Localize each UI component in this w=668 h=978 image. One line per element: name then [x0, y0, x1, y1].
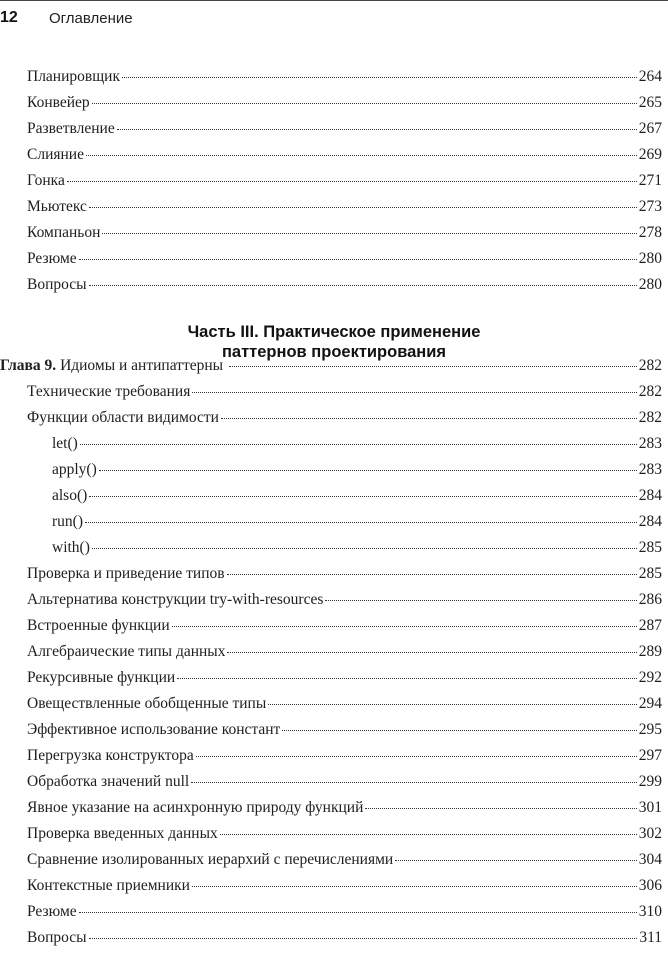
leader-dots — [395, 859, 637, 861]
toc-entry[interactable]: Овеществленные обобщенные типы 294 — [27, 695, 662, 712]
leader-dots — [89, 937, 638, 939]
leader-dots — [220, 833, 637, 835]
leader-dots — [79, 258, 637, 260]
leader-dots — [89, 495, 636, 497]
leader-dots — [177, 677, 637, 679]
page-number: 12 — [0, 9, 18, 26]
leader-dots — [325, 599, 636, 601]
toc-entry[interactable]: Мьютекс 273 — [27, 198, 662, 215]
toc-entry[interactable]: Эффективное использование констант 295 — [27, 721, 662, 738]
toc-entry[interactable]: Встроенные функции 287 — [27, 617, 662, 634]
toc-entry[interactable]: Альтернатива конструкции try-with-resources 286 — [27, 591, 662, 608]
leader-dots — [99, 469, 637, 471]
toc-entry[interactable]: Конвейер 265 — [27, 94, 662, 111]
running-title: Оглавление — [49, 10, 133, 27]
leader-dots — [102, 232, 636, 234]
toc-entry[interactable]: Слияние 269 — [27, 146, 662, 163]
leader-dots — [282, 729, 636, 731]
leader-dots — [221, 417, 637, 419]
toc-entry[interactable]: Контекстные приемники 306 — [27, 877, 662, 894]
toc-entry[interactable]: Технические требования 282 — [27, 383, 662, 400]
leader-dots — [192, 391, 636, 393]
leader-dots — [92, 102, 637, 104]
toc-subentry[interactable]: run() 284 — [52, 513, 662, 530]
toc-entry[interactable]: Гонка 271 — [27, 172, 662, 189]
toc-entry[interactable]: Проверка и приведение типов 285 — [27, 565, 662, 582]
toc-entry[interactable]: Резюме 310 — [27, 903, 662, 920]
part-heading-line-1: Часть III. Практическое применение — [187, 323, 481, 341]
toc-entry[interactable]: Явное указание на асинхронную природу функций 301 — [27, 799, 662, 816]
leader-dots — [92, 547, 637, 549]
leader-dots — [196, 755, 637, 757]
chapter-title: Идиомы и антипаттерны — [56, 357, 227, 374]
toc-entry[interactable]: Планировщик 264 — [27, 68, 662, 85]
leader-dots — [227, 573, 637, 575]
toc-subentry[interactable]: let() 283 — [52, 435, 662, 452]
toc-entry[interactable]: Вопросы 311 — [27, 929, 662, 946]
leader-dots — [191, 781, 637, 783]
leader-dots — [227, 651, 636, 653]
leader-dots — [79, 911, 637, 913]
leader-dots — [192, 885, 637, 887]
leader-dots — [117, 128, 637, 130]
toc-subentry[interactable]: apply() 283 — [52, 461, 662, 478]
leader-dots — [86, 154, 637, 156]
toc-chapter-entry[interactable]: Глава 9. Идиомы и антипаттерны 282 — [0, 357, 662, 374]
toc-entry[interactable]: Функции области видимости 282 — [27, 409, 662, 426]
toc-entry[interactable]: Алгебраические типы данных 289 — [27, 643, 662, 660]
leader-dots — [122, 76, 637, 78]
leader-dots — [67, 180, 637, 182]
toc-entry[interactable]: Компаньон 278 — [27, 224, 662, 241]
part-heading-line-2: паттернов проектирования — [221, 343, 447, 361]
toc-entry[interactable]: Резюме 280 — [27, 250, 662, 267]
toc-entry[interactable]: Разветвление 267 — [27, 120, 662, 137]
chapter-label: Глава 9. — [0, 357, 57, 374]
leader-dots — [365, 807, 636, 809]
toc-entry[interactable]: Сравнение изолированных иерархий с перечислениями 304 — [27, 851, 662, 868]
toc-subentry[interactable]: with() 285 — [52, 539, 662, 556]
leader-dots — [89, 206, 637, 208]
leader-dots — [268, 703, 636, 705]
leader-dots — [85, 521, 637, 523]
leader-dots — [80, 443, 637, 445]
toc-entry[interactable]: Рекурсивные функции 292 — [27, 669, 662, 686]
leader-dots — [172, 625, 637, 627]
leader-dots — [229, 365, 637, 367]
toc-entry[interactable]: Проверка введенных данных 302 — [27, 825, 662, 842]
toc-subentry[interactable]: also() 284 — [52, 487, 662, 504]
leader-dots — [89, 284, 637, 286]
page-header — [0, 0, 668, 35]
toc-entry[interactable]: Вопросы 280 — [27, 276, 662, 293]
toc-entry[interactable]: Перегрузка конструктора 297 — [27, 747, 662, 764]
toc-entry[interactable]: Обработка значений null 299 — [27, 773, 662, 790]
